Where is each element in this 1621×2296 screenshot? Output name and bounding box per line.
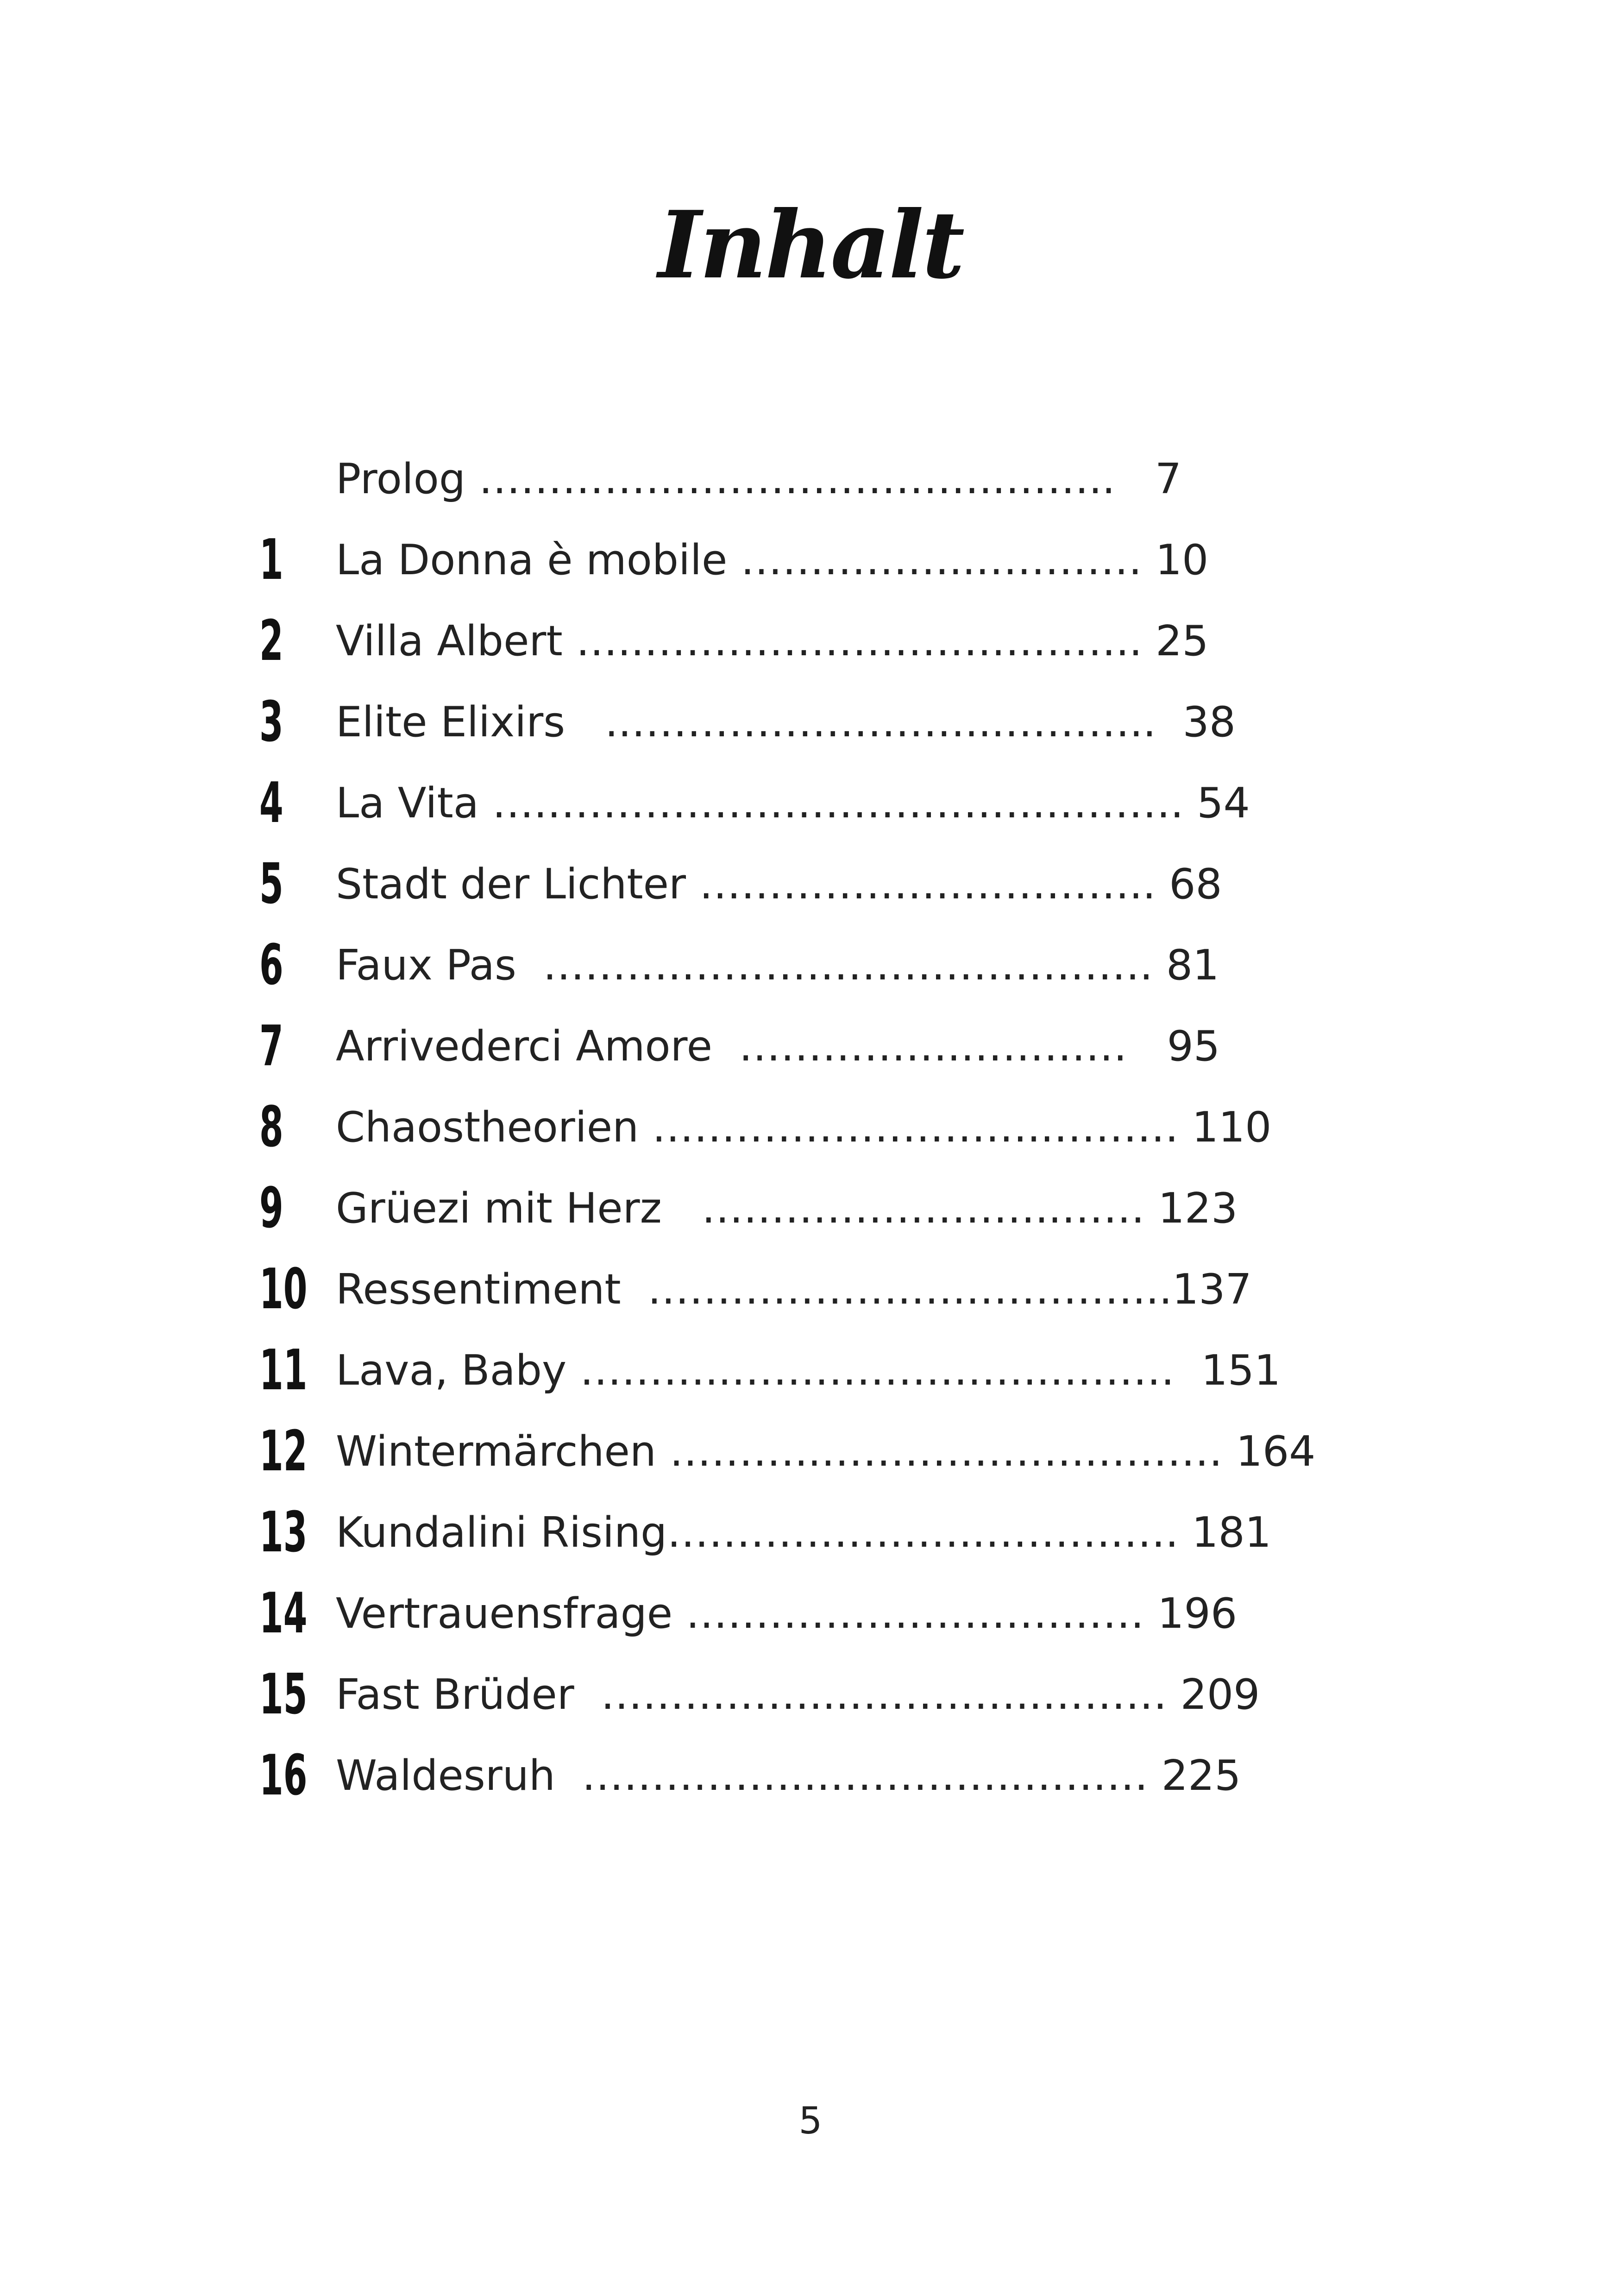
toc-entry-text: Arrivederci Amore …………….………… 95 [336,1022,1220,1071]
chapter-number: 3 [259,690,283,754]
chapter-number: 12 [259,1419,308,1484]
toc-entry-text: Waldesruh ……………...…………..……… 225 [336,1751,1241,1800]
toc-entry-text: Grüezi mit Herz ……………………..…… 123 [336,1184,1238,1233]
toc-entry [0,1496,1621,1570]
toc-entry-text: Stadt der Lichter ……………….………….. 68 [336,860,1222,909]
page-number: 5 [798,2099,823,2142]
toc-entry [0,1577,1621,1651]
chapter-number: 16 [259,1744,308,1808]
toc-entry-text: Fast Brüder ……………...…………..……… 209 [336,1670,1260,1719]
chapter-number: 6 [259,933,283,997]
toc-entry-text: La Vita ….……………………….……..………. 54 [336,779,1250,828]
toc-entry [0,1658,1621,1732]
chapter-number: 2 [259,609,283,673]
toc-entry [0,523,1621,597]
toc-entry-text: Chaostheorien ………………………..……… 110 [336,1103,1272,1152]
chapter-number: 5 [259,852,283,916]
toc-entry-text: Elite Elixirs ..……………………...……….. 38 [336,698,1236,747]
toc-entry [0,1253,1621,1327]
toc-entry [0,1739,1621,1813]
toc-entry [0,685,1621,759]
toc-entry-text: Ressentiment ……………….….…………...137 [336,1265,1252,1314]
toc-entry-text: La Donna è mobile ……………..………… 10 [336,536,1209,584]
chapter-number: 10 [259,1257,308,1322]
chapter-number: 15 [259,1662,308,1727]
toc-entry [0,847,1621,922]
toc-entry-text: Kundalini Rising…………………..……….…. 181 [336,1508,1271,1557]
toc-entry [0,1091,1621,1165]
chapter-number: 8 [259,1095,283,1160]
chapter-number: 7 [259,1014,283,1079]
toc-entry-text: Wintermärchen ………..………………..……… 164 [336,1427,1316,1476]
toc-entry [0,766,1621,841]
toc-entry [0,1010,1621,1084]
page-title: Inhalt [658,191,963,300]
toc-entry-text: Faux Pas ……….……………………………. 81 [336,941,1219,990]
chapter-number: 1 [259,528,283,592]
toc-entry-text: Prolog ………………………………..…….. 7 [336,455,1182,503]
toc-entry-text: Villa Albert …..……………………….…….. 25 [336,617,1209,665]
chapter-number: 9 [259,1176,283,1241]
chapter-number: 13 [259,1500,308,1565]
toc-entry-text: Lava, Baby ………..…………………..……… 151 [336,1346,1281,1395]
toc-entry [0,1334,1621,1408]
toc-entry [0,1415,1621,1489]
toc-entry [0,604,1621,678]
chapter-number: 11 [259,1338,308,1403]
chapter-number: 4 [259,771,283,835]
toc-entry [0,442,1621,516]
toc-entry [0,1172,1621,1246]
chapter-number: 14 [259,1581,308,1646]
toc-entry-text: Vertrauensfrage …………………………… 196 [336,1589,1238,1638]
toc-entry [0,928,1621,1003]
